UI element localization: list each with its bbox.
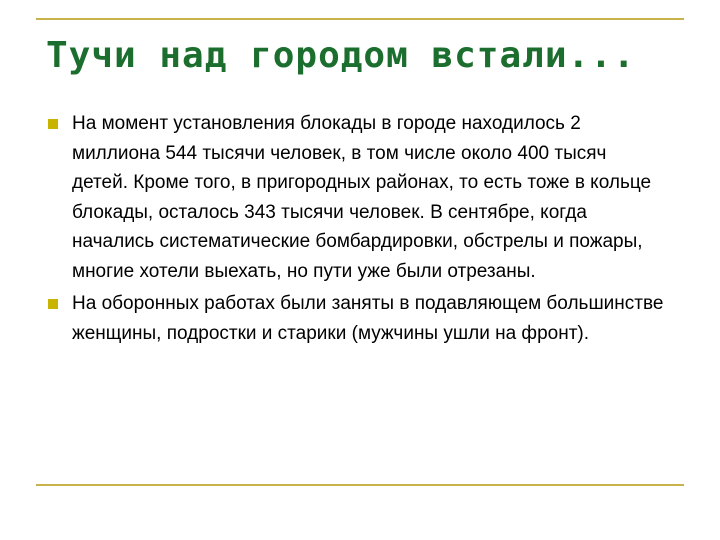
slide-title: Тучи над городом встали... [46,35,636,76]
top-divider-line [36,18,684,20]
square-bullet-icon [48,119,58,129]
bullet-list [46,109,666,351]
bullet-item [46,109,666,286]
bullet-text: На момент установления блокады в городе находилось 2 миллиона 544 тысячи человек, в том числе около 400 тысяч детей. Кроме того, в пригородных районах, то есть тоже в кольце блокады, осталось 343 тысячи человек. В сентябре, когда начались систематические бомбардировки, обстрелы и пожары, многие хотели выехать, но пути уже были отрезаны. [72,113,652,282]
bullet-item [46,289,666,348]
bottom-divider-line [36,484,684,486]
square-bullet-icon [48,299,58,309]
bullet-text: На оборонных работах были заняты в подавляющем большинстве женщины, подростки и старики (мужчины ушли на фронт). [72,293,664,344]
